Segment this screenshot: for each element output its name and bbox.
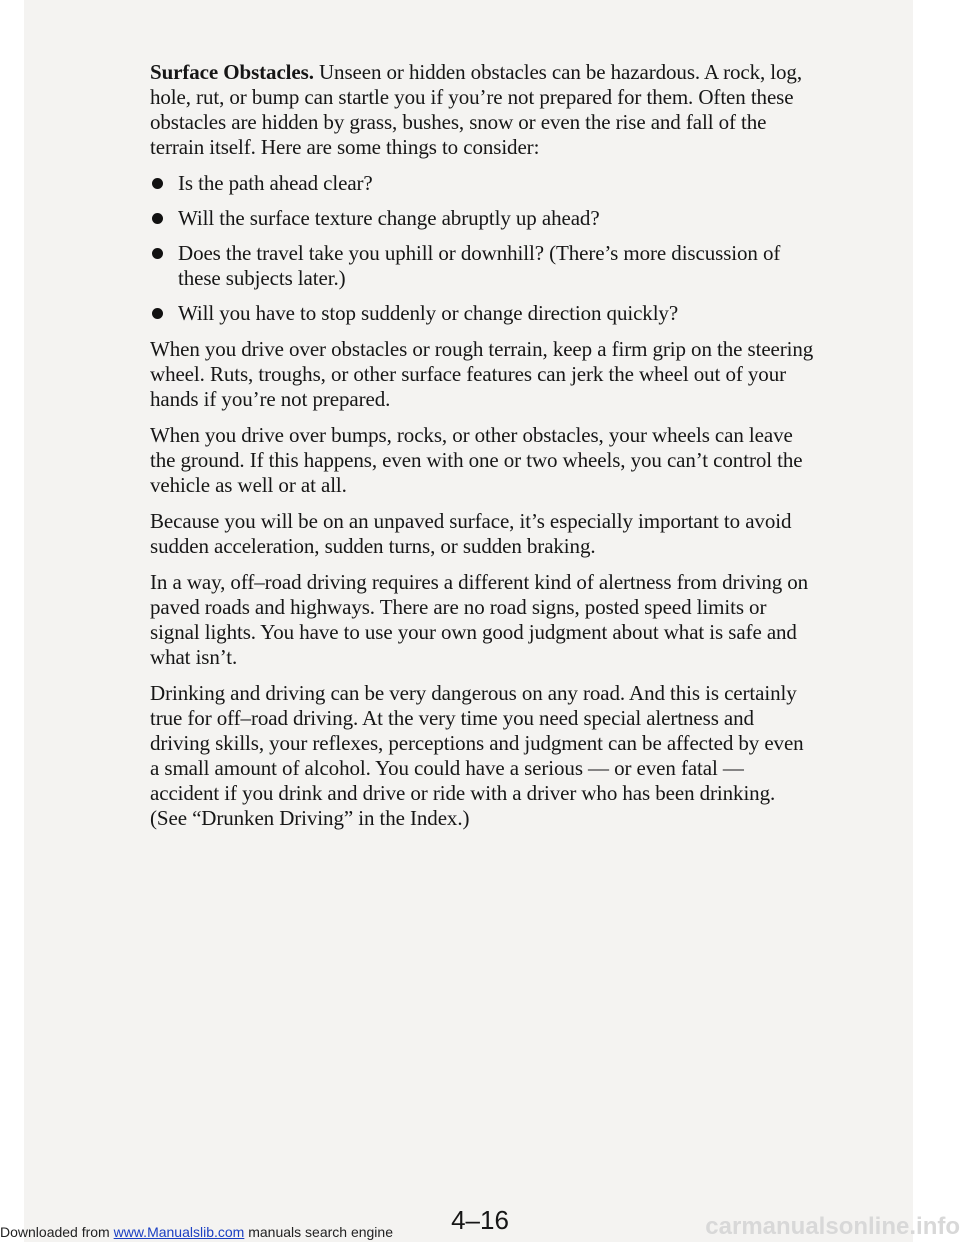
bullet-icon xyxy=(152,248,163,259)
list-item-text: Will the surface texture change abruptly up ahead? xyxy=(178,206,600,230)
list-item-text: Is the path ahead clear? xyxy=(178,171,373,195)
footer-prefix: Downloaded from xyxy=(0,1224,114,1240)
lead-paragraph xyxy=(150,60,815,160)
list-item-text: Does the travel take you uphill or downhill? (There’s more discussion of these subjects later.) xyxy=(178,241,781,290)
page-number: 4–16 xyxy=(451,1205,509,1235)
body-paragraph: When you drive over obstacles or rough terrain, keep a firm grip on the steering wheel. Ruts, troughs, or other surface features can jerk the wheel out of your hands if you’re not prepared. xyxy=(150,337,814,411)
footer-suffix: manuals search engine xyxy=(244,1224,393,1240)
page-content xyxy=(150,60,815,842)
list-item xyxy=(150,301,815,326)
section-heading: Surface Obstacles. xyxy=(150,60,314,84)
bullet-icon xyxy=(152,213,163,224)
bullet-icon xyxy=(152,308,163,319)
body-paragraph: In a way, off–road driving requires a different kind of alertness from driving on paved roads and highways. There are no road signs, posted speed limits or signal lights. You have to use your own good judgment about what is safe and what isn’t. xyxy=(150,570,809,669)
page-margin xyxy=(913,0,960,1242)
manualslib-link[interactable]: www.Manualslib.com xyxy=(113,1224,245,1240)
lead-text: Unseen or hidden obstacles can be hazardous. A rock, log, hole, rut, or bump can startle you if you’re not prepared for them. Often these obstacles are hidden by grass, bushes, snow or even the rise and fall of the terrain itself. Here are some things to consider: xyxy=(150,60,802,159)
list-item-text: Will you have to stop suddenly or change direction quickly? xyxy=(178,301,679,325)
list-item xyxy=(150,171,815,196)
body-paragraph: When you drive over bumps, rocks, or other obstacles, your wheels can leave the ground. If this happens, even with one or two wheels, you can’t control the vehicle as well or at all. xyxy=(150,423,803,497)
watermark-text: carmanualsonline.info xyxy=(705,1213,960,1240)
list-item xyxy=(150,241,815,291)
list-item xyxy=(150,206,815,231)
bullet-icon xyxy=(152,178,163,189)
body-paragraph: Drinking and driving can be very dangerous on any road. And this is certainly true for off–road driving. At the very time you need special alertness and driving skills, your reflexes, perceptions and judgment can be affected by even a small amount of alcohol. You could have a serious — or even fatal — accident if you drink and drive or ride with a driver who has been drinking. (See “Drunken Driving” in the Index.) xyxy=(150,681,804,830)
download-footer xyxy=(0,1222,393,1242)
body-paragraph: Because you will be on an unpaved surface, it’s especially important to avoid sudden acceleration, sudden turns, or sudden braking. xyxy=(150,509,792,558)
consideration-list xyxy=(150,171,815,326)
